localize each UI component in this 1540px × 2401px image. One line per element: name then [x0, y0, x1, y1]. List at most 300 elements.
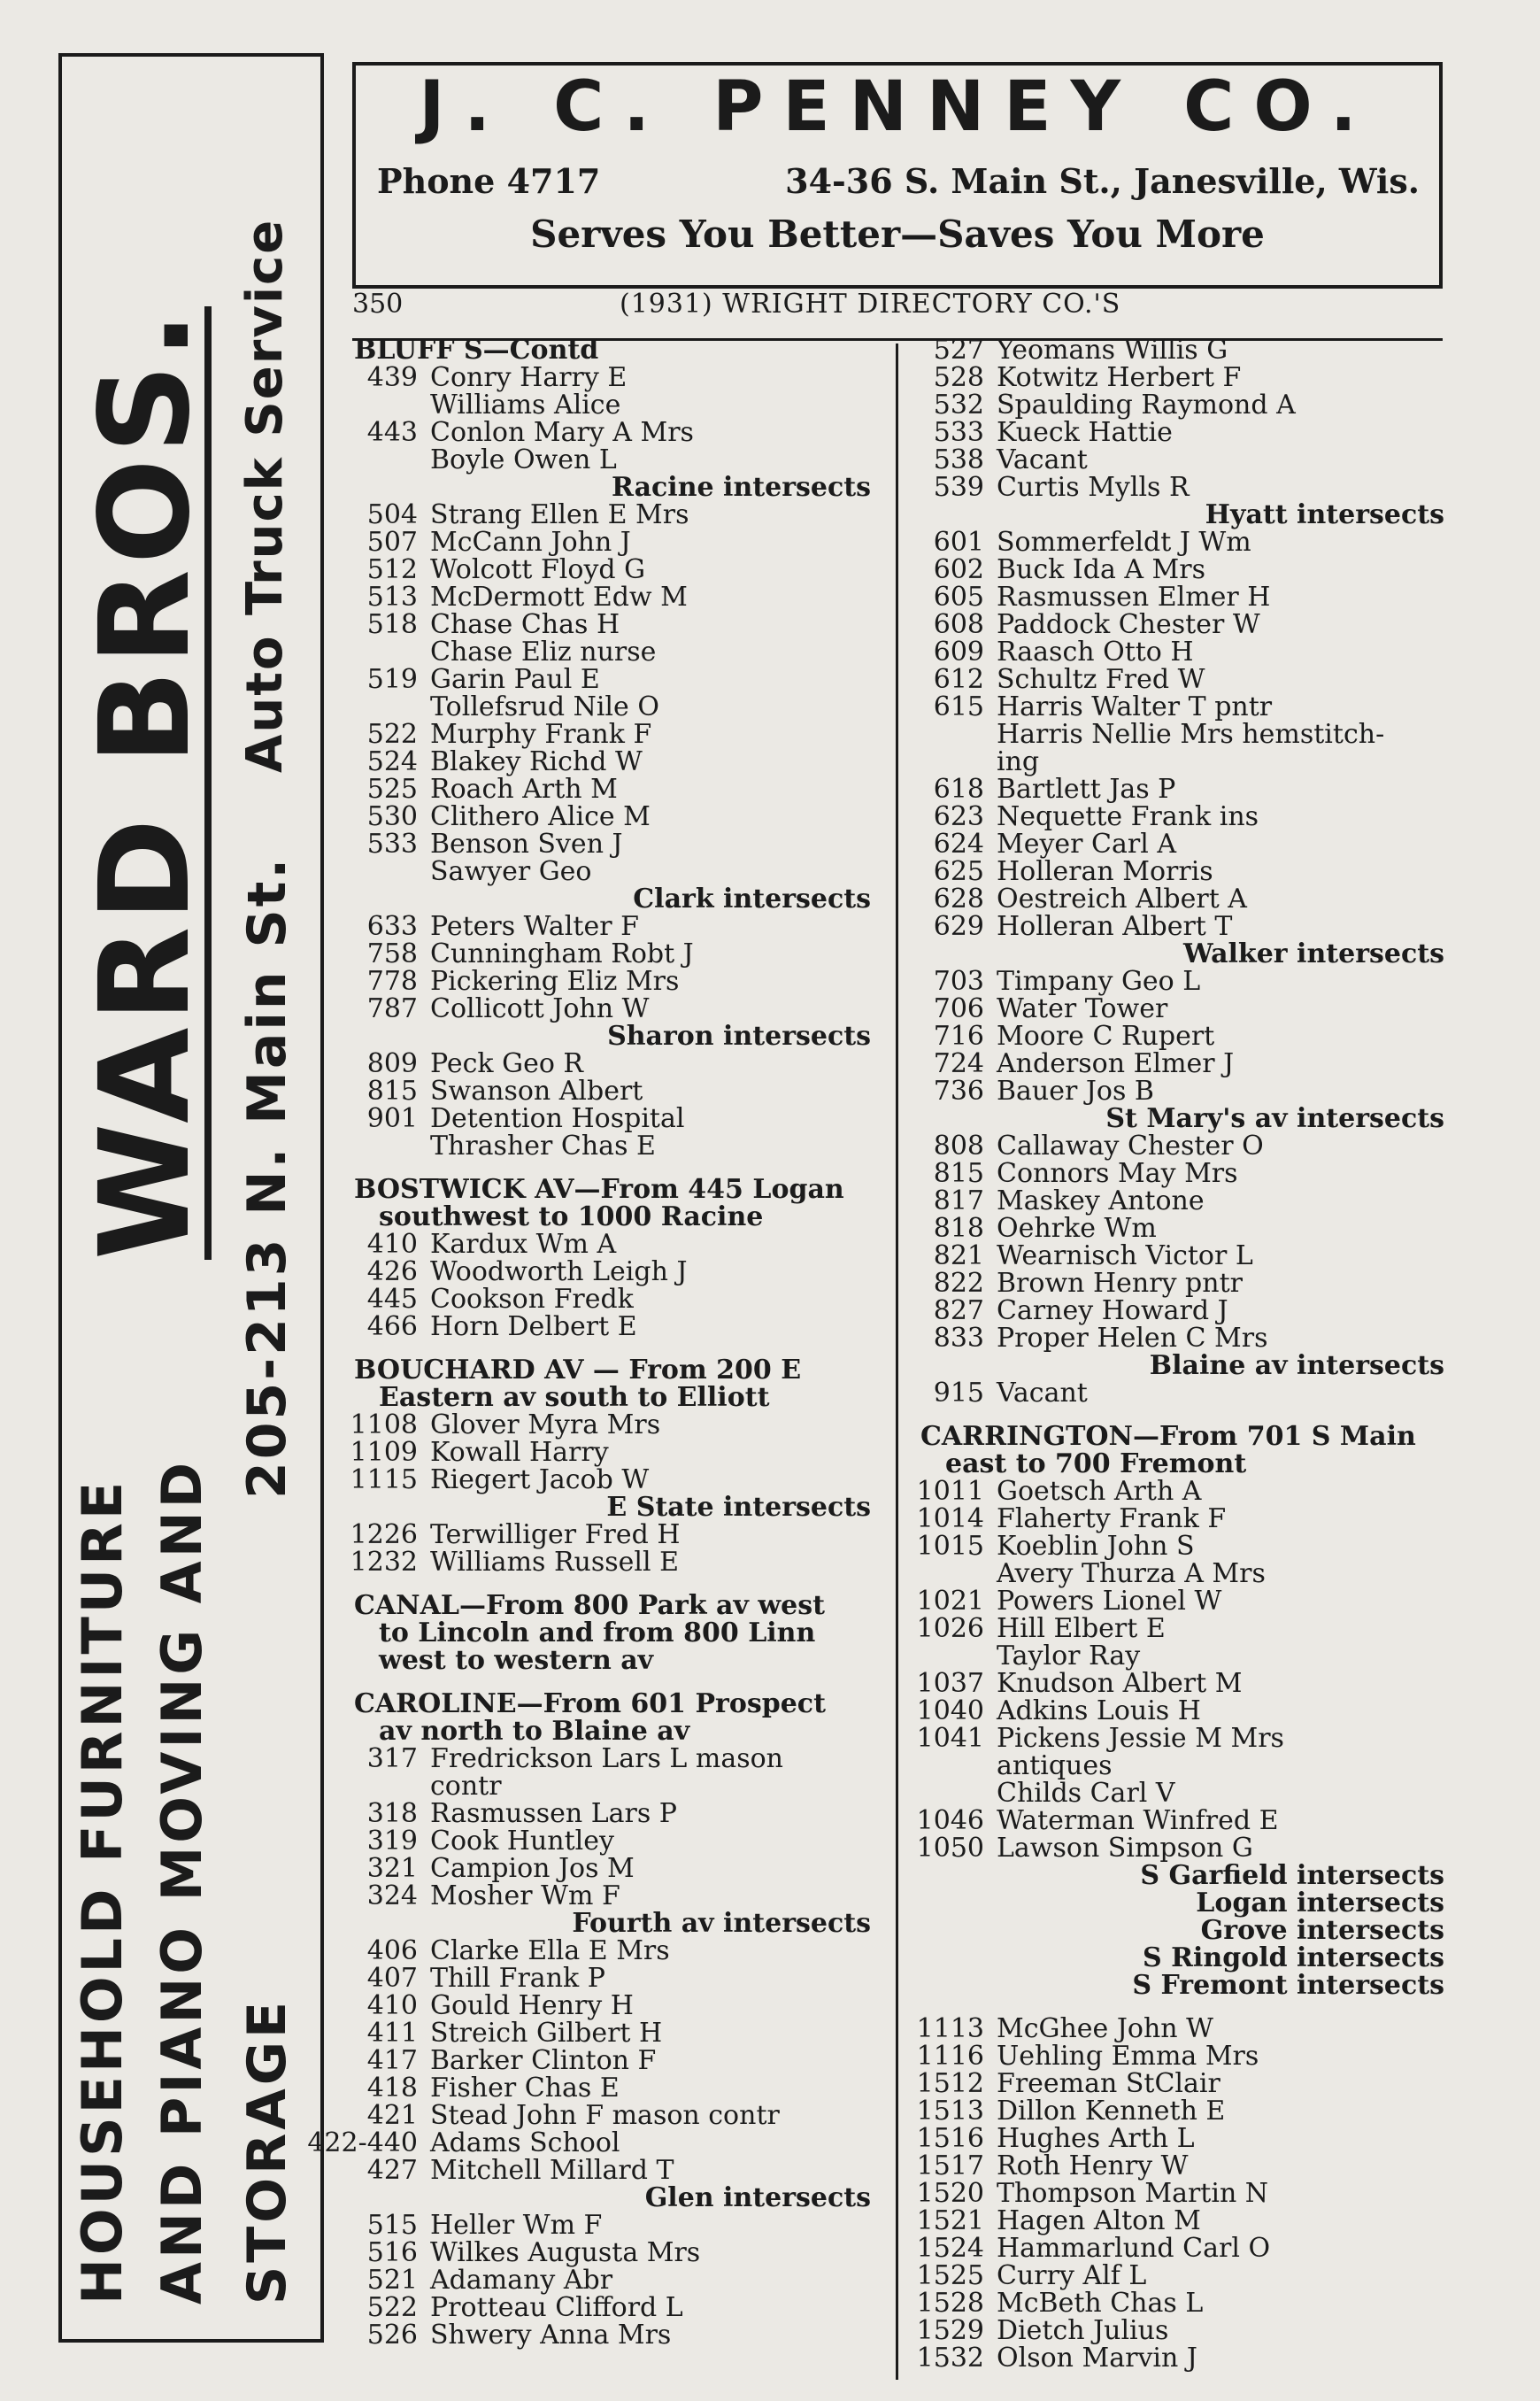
- directory-entry: [352, 1827, 871, 1855]
- directory-entry: [352, 666, 871, 693]
- side-ad-address: 205-213 N. Main St.: [236, 855, 298, 1499]
- house-number: 827: [933, 1295, 984, 1326]
- street-heading-line: Eastern av south to Elliott: [379, 1382, 770, 1413]
- house-number: 1014: [916, 1503, 984, 1534]
- house-number: 808: [933, 1131, 984, 1162]
- house-number: 519: [366, 664, 418, 695]
- resident-name: Freeman StClair: [997, 2068, 1220, 2099]
- resident-name: Collicott John W: [430, 993, 650, 1024]
- directory-entry: [352, 1548, 871, 1576]
- street-heading: [352, 336, 871, 364]
- house-number: 602: [933, 554, 984, 585]
- street-heading: [352, 1690, 871, 1745]
- directory-continuation: [919, 721, 1444, 748]
- directory-continuation: [352, 638, 871, 666]
- resident-name: Adams School: [430, 2127, 620, 2158]
- house-number: 421: [366, 2100, 418, 2131]
- resident-name: Roach Arth M: [430, 774, 618, 805]
- house-number: 601: [933, 527, 984, 558]
- house-number: 525: [366, 774, 418, 805]
- resident-name: Uehling Emma Mrs: [997, 2041, 1259, 2072]
- directory-entry: [352, 1745, 871, 1772]
- house-number: 411: [366, 2018, 418, 2049]
- directory-continuation: [352, 693, 871, 721]
- resident-name: Knudson Albert M: [997, 1668, 1243, 1699]
- directory-entry: [919, 1023, 1444, 1050]
- house-number: 1525: [916, 2260, 984, 2291]
- resident-name: Brown Henry pntr: [997, 1268, 1243, 1299]
- house-number: 513: [366, 582, 418, 613]
- resident-name: McBeth Chas L: [997, 2288, 1204, 2319]
- resident-name: Oehrke Wm: [997, 1213, 1157, 1244]
- house-number: 524: [366, 746, 418, 777]
- house-number: 532: [933, 390, 984, 421]
- resident-name: Shwery Anna Mrs: [430, 2320, 672, 2351]
- resident-name: Fisher Chas E: [430, 2073, 620, 2104]
- directory-entry: [919, 1270, 1444, 1297]
- resident-name: Kowall Harry: [430, 1437, 609, 1468]
- directory-entry: [919, 913, 1444, 940]
- house-number: 507: [366, 527, 418, 558]
- directory-entry: [352, 2074, 871, 2102]
- street-heading-line: BOSTWICK AV—From 445 Logan: [354, 1174, 844, 1205]
- intersection-label: St Mary's av intersects: [1105, 1103, 1444, 1134]
- directory-entry: [919, 693, 1444, 721]
- directory-entry: [352, 1937, 871, 1965]
- directory-entry: [916, 2123, 1444, 2154]
- resident-name: Kueck Hattie: [997, 417, 1173, 448]
- house-number: 833: [933, 1323, 984, 1354]
- house-number: 1109: [350, 1437, 418, 1468]
- directory-entry: [352, 2102, 871, 2129]
- resident-name: contr: [430, 1771, 502, 1802]
- directory-entry: [352, 2239, 871, 2266]
- house-number: 778: [366, 966, 418, 997]
- resident-name: Pickering Eliz Mrs: [430, 966, 680, 997]
- house-number: 445: [366, 1284, 418, 1315]
- resident-name: Bauer Jos B: [997, 1076, 1154, 1107]
- ad-phone: Phone 4717: [377, 161, 601, 201]
- directory-entry: [352, 611, 871, 638]
- house-number: 417: [366, 2045, 418, 2076]
- resident-name: Dietch Julius: [997, 2315, 1169, 2346]
- house-number: 1521: [916, 2205, 984, 2236]
- street-heading-line: CAROLINE—From 601 Prospect: [354, 1688, 826, 1719]
- directory-entry: [352, 968, 871, 995]
- resident-name: Callaway Chester O: [997, 1131, 1264, 1162]
- resident-name: Hammarlund Carl O: [997, 2233, 1271, 2264]
- directory-entry: [352, 1285, 871, 1313]
- side-ad-line-3: STORAGE: [236, 1997, 298, 2304]
- resident-name: ing: [997, 746, 1040, 777]
- resident-name: Adamany Abr: [430, 2265, 613, 2296]
- directory-entry: [919, 776, 1444, 803]
- directory-entry: [919, 1215, 1444, 1242]
- resident-name: Thrasher Chas E: [430, 1131, 656, 1162]
- intersection-label: Grove intersects: [1200, 1915, 1444, 1946]
- directory-entry: [352, 995, 871, 1023]
- directory-entry: [352, 501, 871, 529]
- directory-entry: [919, 474, 1444, 501]
- directory-entry: [352, 1258, 871, 1285]
- street-heading-line: west to western av: [379, 1645, 654, 1676]
- resident-name: Gould Henry H: [430, 1990, 634, 2021]
- resident-name: Anderson Elmer J: [997, 1048, 1235, 1079]
- house-number: 319: [366, 1826, 418, 1857]
- directory-continuation: [352, 858, 871, 885]
- directory-entry: [919, 995, 1444, 1023]
- house-number: 410: [366, 1229, 418, 1260]
- ad-address: 34-36 S. Main St., Janesville, Wis.: [785, 161, 1420, 201]
- resident-name: antiques: [997, 1750, 1113, 1781]
- street-heading-line: to Lincoln and from 800 Linn: [379, 1617, 816, 1648]
- resident-name: McDermott Edw M: [430, 582, 688, 613]
- directory-entry: [352, 748, 871, 776]
- house-number: 1046: [916, 1805, 984, 1836]
- house-number: 815: [366, 1076, 418, 1107]
- house-number: 1226: [350, 1519, 418, 1550]
- house-number: 633: [366, 911, 418, 942]
- house-number: 504: [366, 499, 418, 530]
- directory-entry: [352, 2321, 871, 2349]
- resident-name: Flaherty Frank F: [997, 1503, 1227, 1534]
- resident-name: Connors May Mrs: [997, 1158, 1238, 1189]
- directory-entry: [307, 2127, 871, 2158]
- house-number: 527: [933, 335, 984, 366]
- resident-name: Boyle Owen L: [430, 444, 617, 475]
- resident-name: Harris Nellie Mrs hemstitch-: [997, 719, 1385, 750]
- resident-name: Glover Myra Mrs: [430, 1409, 661, 1440]
- house-number: 809: [366, 1048, 418, 1079]
- directory-entry: [919, 885, 1444, 913]
- resident-name: Wolcott Floyd G: [430, 554, 646, 585]
- house-number: 533: [366, 829, 418, 860]
- resident-name: Carney Howard J: [997, 1295, 1228, 1326]
- resident-name: Blakey Richd W: [430, 746, 643, 777]
- street-heading-line: CANAL—From 800 Park av west: [354, 1590, 825, 1621]
- directory-entry: [919, 446, 1444, 474]
- house-number: 528: [933, 362, 984, 393]
- house-number: 1232: [350, 1547, 418, 1578]
- directory-continuation: [352, 391, 871, 419]
- resident-name: Cook Huntley: [430, 1826, 614, 1857]
- resident-name: Kardux Wm A: [430, 1229, 617, 1260]
- resident-name: Holleran Morris: [997, 856, 1213, 887]
- resident-name: Timpany Geo L: [997, 966, 1201, 997]
- directory-entry: [352, 1882, 871, 1910]
- house-number: 443: [366, 417, 418, 448]
- side-ad-company-name: WARD BROS.: [73, 306, 218, 1260]
- house-number: 716: [933, 1021, 984, 1052]
- house-number: 321: [366, 1853, 418, 1884]
- resident-name: Yeomans Willis G: [997, 335, 1228, 366]
- house-number: 628: [933, 884, 984, 915]
- directory-entry: [352, 1992, 871, 2019]
- directory-entry: [352, 1105, 871, 1132]
- directory-entry: [352, 1313, 871, 1340]
- resident-name: Murphy Frank F: [430, 719, 652, 750]
- resident-name: Peters Walter F: [430, 911, 639, 942]
- house-number: 324: [366, 1880, 418, 1911]
- resident-name: Harris Walter T pntr: [997, 691, 1273, 722]
- directory-entry: [352, 1050, 871, 1077]
- house-number: 1512: [916, 2068, 984, 2099]
- directory-entry: [916, 1668, 1444, 1699]
- house-number: 629: [933, 911, 984, 942]
- directory-entry: [352, 2157, 871, 2184]
- directory-entry: [352, 913, 871, 940]
- resident-name: Chase Eliz nurse: [430, 637, 657, 668]
- house-number: 758: [366, 938, 418, 969]
- resident-name: Cookson Fredk: [430, 1284, 634, 1315]
- resident-name: Mitchell Millard T: [430, 2155, 674, 2186]
- directory-entry: [352, 1411, 871, 1439]
- resident-name: Horn Delbert E: [430, 1311, 637, 1342]
- house-number: 724: [933, 1048, 984, 1079]
- house-number: 1116: [916, 2041, 984, 2072]
- directory-entry: [352, 1077, 871, 1105]
- directory-entry: [352, 1439, 871, 1466]
- resident-name: Curtis Mylls R: [997, 472, 1190, 503]
- directory-entry: [352, 2266, 871, 2294]
- house-number: 318: [366, 1798, 418, 1829]
- resident-name: Thompson Martin N: [997, 2178, 1269, 2209]
- street-heading-line: east to 700 Fremont: [945, 1448, 1247, 1479]
- house-number: 608: [933, 609, 984, 640]
- house-number: 1524: [916, 2233, 984, 2264]
- resident-name: Spaulding Raymond A: [997, 390, 1296, 421]
- resident-name: Wearnisch Victor L: [997, 1240, 1253, 1271]
- house-number: 1037: [916, 1668, 984, 1699]
- resident-name: Sawyer Geo: [430, 856, 592, 887]
- resident-name: Pickens Jessie M Mrs: [997, 1723, 1284, 1754]
- resident-name: Detention Hospital: [430, 1103, 685, 1134]
- directory-entry: [919, 1132, 1444, 1160]
- resident-name: Nequette Frank ins: [997, 801, 1259, 832]
- house-number: 530: [366, 801, 418, 832]
- house-number: 526: [366, 2320, 418, 2351]
- resident-name: Waterman Winfred E: [997, 1805, 1279, 1836]
- directory-entry: [919, 830, 1444, 858]
- directory-entry: [919, 1379, 1444, 1407]
- directory-entry: [919, 611, 1444, 638]
- left-column: [307, 335, 871, 2351]
- side-advertisement-text: [63, 65, 320, 2331]
- resident-name: Rasmussen Elmer H: [997, 582, 1271, 613]
- resident-name: Cunningham Robt J: [430, 938, 694, 969]
- directory-entry: [916, 1833, 1444, 1864]
- resident-name: Chase Chas H: [430, 609, 620, 640]
- intersection-label: Logan intersects: [1196, 1888, 1444, 1918]
- house-number: 426: [366, 1256, 418, 1287]
- house-number: 706: [933, 993, 984, 1024]
- intersection-label: Fourth av intersects: [572, 1908, 871, 1939]
- resident-name: Conry Harry E: [430, 362, 628, 393]
- resident-name: Rasmussen Lars P: [430, 1798, 677, 1829]
- directory-entry: [916, 2343, 1444, 2374]
- house-number: 822: [933, 1268, 984, 1299]
- directory-entry: [916, 2260, 1444, 2291]
- house-number: 406: [366, 1935, 418, 1966]
- directory-entry: [916, 2013, 1444, 2044]
- directory-continuation: [919, 748, 1444, 776]
- directory-entry: [352, 556, 871, 583]
- resident-name: Campion Jos M: [430, 1853, 635, 1884]
- intersection-label: E State intersects: [606, 1492, 871, 1523]
- resident-name: Oestreich Albert A: [997, 884, 1247, 915]
- directory-entry: [352, 830, 871, 858]
- house-number: 1532: [916, 2343, 984, 2374]
- directory-entry: [916, 2096, 1444, 2127]
- directory-entry: [916, 2041, 1444, 2072]
- directory-entry: [916, 1613, 1444, 1644]
- directory-entry: [352, 1965, 871, 1992]
- resident-name: Barker Clinton F: [430, 2045, 657, 2076]
- intersection-label: Sharon intersects: [607, 1021, 871, 1052]
- resident-name: Adkins Louis H: [997, 1695, 1201, 1726]
- house-number: 818: [933, 1213, 984, 1244]
- house-number: 1040: [916, 1695, 984, 1726]
- directory-entry: [919, 1242, 1444, 1270]
- directory-entry: [916, 2315, 1444, 2346]
- side-ad-service: Auto Truck Service: [236, 218, 294, 773]
- house-number: 1041: [916, 1723, 984, 1754]
- resident-name: Water Tower: [997, 993, 1168, 1024]
- resident-name: Wilkes Augusta Mrs: [430, 2237, 701, 2268]
- street-heading: [352, 1592, 871, 1674]
- resident-name: Hughes Arth L: [997, 2123, 1195, 2154]
- house-number: 618: [933, 774, 984, 805]
- house-number: 522: [366, 719, 418, 750]
- house-number: 539: [933, 472, 984, 503]
- house-number: 815: [933, 1158, 984, 1189]
- house-number: 605: [933, 582, 984, 613]
- resident-name: Koeblin John S: [997, 1531, 1195, 1562]
- house-number: 422-440: [307, 2127, 418, 2158]
- house-number: 624: [933, 829, 984, 860]
- directory-entry: [352, 2212, 871, 2239]
- resident-name: Curry Alf L: [997, 2260, 1147, 2291]
- house-number: 516: [366, 2237, 418, 2268]
- directory-entry: [919, 529, 1444, 556]
- directory-entry: [919, 1297, 1444, 1324]
- directory-entry: [919, 336, 1444, 364]
- house-number: 410: [366, 1990, 418, 2021]
- intersection-label: S Ringold intersects: [1142, 1942, 1444, 1973]
- resident-name: Terwilliger Fred H: [430, 1519, 681, 1550]
- house-number: 901: [366, 1103, 418, 1134]
- directory-entry: [916, 2205, 1444, 2236]
- directory-entry: [919, 583, 1444, 611]
- directory-entry: [352, 776, 871, 803]
- directory-entry: [352, 721, 871, 748]
- ad-company-name: J. C. PENNEY CO.: [419, 67, 1376, 147]
- house-number: 1516: [916, 2123, 984, 2154]
- street-heading-line: CARRINGTON—From 701 S Main: [920, 1421, 1416, 1452]
- directory-continuation: [919, 1560, 1444, 1587]
- directory-entry: [916, 1503, 1444, 1534]
- directory-entry: [916, 2068, 1444, 2099]
- directory-entry: [919, 1160, 1444, 1187]
- resident-name: Streich Gilbert H: [430, 2018, 663, 2049]
- house-number: 1026: [916, 1613, 984, 1644]
- house-number: 1050: [916, 1833, 984, 1864]
- resident-name: Vacant: [997, 444, 1088, 475]
- directory-entry: [916, 1723, 1444, 1754]
- resident-name: Stead John F mason contr: [430, 2100, 780, 2131]
- directory-entry: [352, 1521, 871, 1548]
- house-number: 915: [933, 1378, 984, 1409]
- directory-entry: [919, 1077, 1444, 1105]
- directory-entry: [352, 529, 871, 556]
- house-number: 817: [933, 1185, 984, 1216]
- side-ad-line-2: AND PIANO MOVING AND: [150, 1458, 214, 2304]
- house-number: 538: [933, 444, 984, 475]
- intersection-label: Clark intersects: [633, 884, 871, 915]
- column-divider: [896, 344, 898, 2380]
- house-number: 466: [366, 1311, 418, 1342]
- resident-name: Avery Thurza A Mrs: [997, 1558, 1266, 1589]
- resident-name: Dillon Kenneth E: [997, 2096, 1226, 2127]
- resident-name: Raasch Otto H: [997, 637, 1194, 668]
- resident-name: Meyer Carl A: [997, 829, 1177, 860]
- directory-continuation: [919, 1752, 1444, 1780]
- directory-entry: [916, 1476, 1444, 1507]
- resident-name: Clarke Ella E Mrs: [430, 1935, 670, 1966]
- resident-name: Peck Geo R: [430, 1048, 584, 1079]
- directory-entry: [919, 391, 1444, 419]
- directory-entry: [919, 666, 1444, 693]
- house-number: 1513: [916, 2096, 984, 2127]
- directory-entry: [919, 858, 1444, 885]
- intersection-label: Walker intersects: [1183, 938, 1444, 969]
- resident-name: Vacant: [997, 1378, 1088, 1409]
- resident-name: Powers Lionel W: [997, 1586, 1222, 1617]
- ad-slogan: Serves You Better—Saves You More: [530, 212, 1265, 256]
- resident-name: Hill Elbert E: [997, 1613, 1166, 1644]
- resident-name: Woodworth Leigh J: [430, 1256, 688, 1287]
- resident-name: Strang Ellen E Mrs: [430, 499, 689, 530]
- house-number: 317: [366, 1743, 418, 1774]
- directory-entry: [352, 803, 871, 830]
- street-heading-line: BOUCHARD AV — From 200 E: [354, 1355, 802, 1386]
- resident-name: Moore C Rupert: [997, 1021, 1215, 1052]
- house-number: 1528: [916, 2288, 984, 2319]
- house-number: 418: [366, 2073, 418, 2104]
- directory-entry: [919, 556, 1444, 583]
- street-heading-line: southwest to 1000 Racine: [379, 1201, 764, 1232]
- house-number: 512: [366, 554, 418, 585]
- resident-name: McGhee John W: [997, 2013, 1213, 2044]
- directory-entry: [352, 2019, 871, 2047]
- resident-name: Benson Sven J: [430, 829, 623, 860]
- intersection-label: Blaine av intersects: [1149, 1350, 1444, 1381]
- directory-entry: [352, 583, 871, 611]
- directory-continuation: [919, 1780, 1444, 1807]
- resident-name: Tollefsrud Nile O: [430, 691, 659, 722]
- house-number: 521: [366, 2265, 418, 2296]
- resident-name: McCann John J: [430, 527, 631, 558]
- street-heading-line: BLUFF S—Contd: [354, 335, 599, 366]
- directory-entry: [919, 1050, 1444, 1077]
- intersection-label: Racine intersects: [611, 472, 871, 503]
- resident-name: Williams Alice: [430, 390, 621, 421]
- resident-name: Williams Russell E: [430, 1547, 680, 1578]
- house-number: 1011: [916, 1476, 984, 1507]
- side-ad-line-1: HOUSEHOLD FURNITURE: [70, 1478, 135, 2304]
- resident-name: Goetsch Arth A: [997, 1476, 1202, 1507]
- directory-entry: [916, 1586, 1444, 1617]
